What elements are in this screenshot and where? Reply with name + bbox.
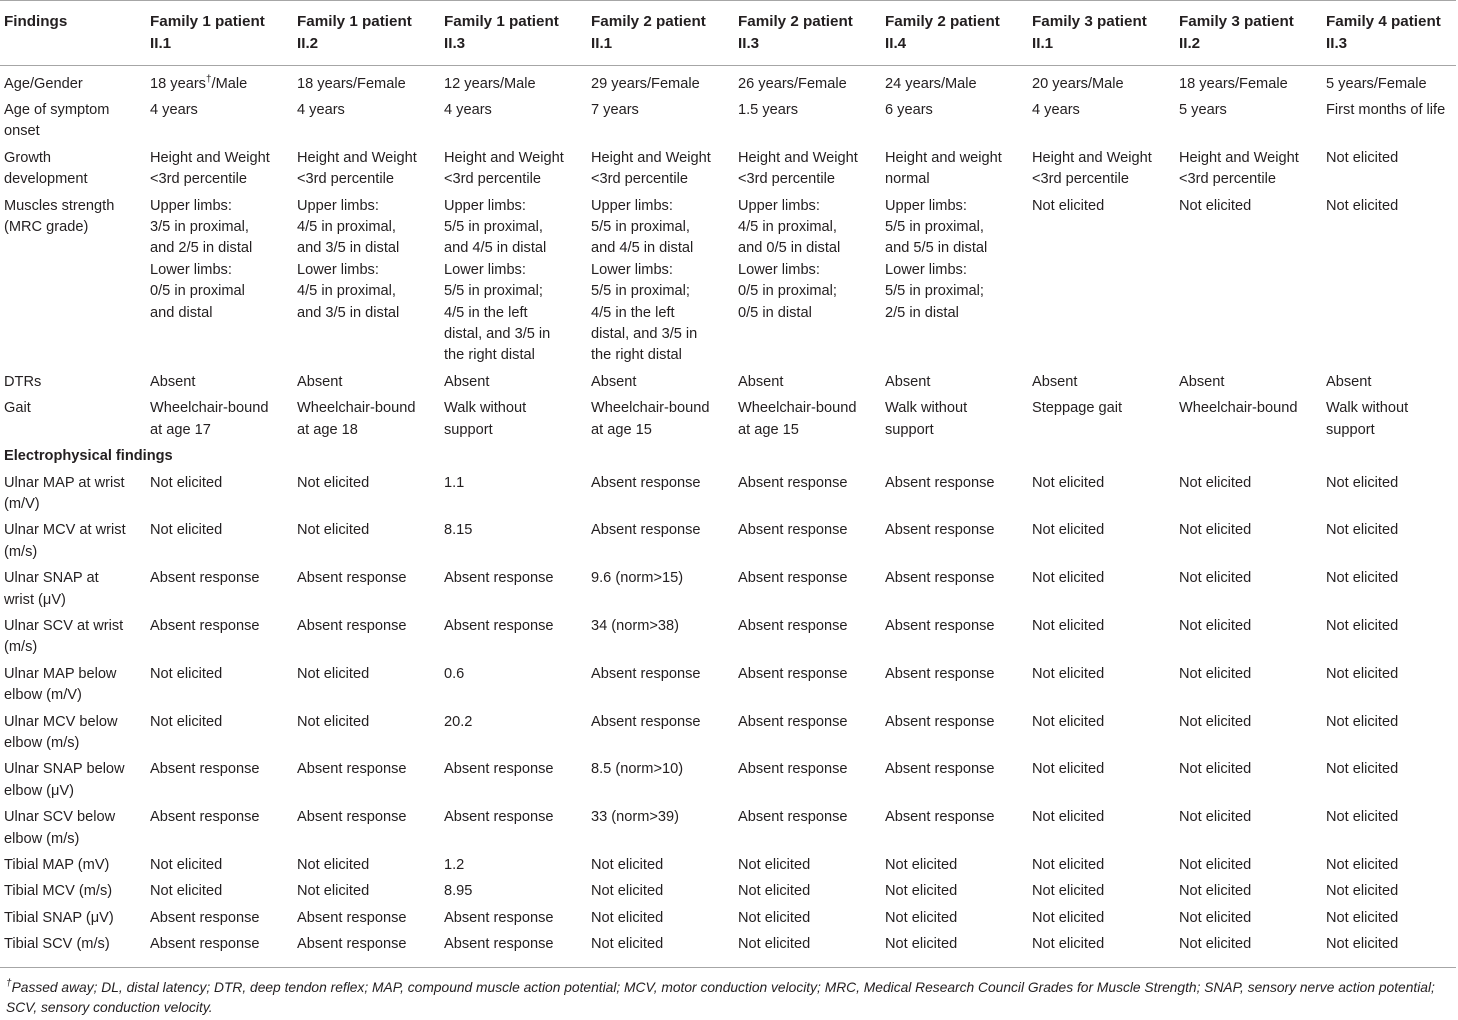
section-row xyxy=(0,446,1456,472)
table-cell: Not elicited xyxy=(1326,197,1399,214)
table-cell: Not elicited xyxy=(297,522,370,539)
header-patient: Family 2 patient II.4 xyxy=(885,13,1000,52)
table-cell: Not elicited xyxy=(1326,617,1399,634)
table-cell: 1.2 xyxy=(444,857,465,873)
table-cell: Absent response xyxy=(297,761,407,778)
table-cell: Upper limbs: 4/5 in proximal, and 3/5 in distal Lower limbs: 4/5 in proximal, and 3/5 in distal xyxy=(297,197,400,321)
table-header xyxy=(0,1,1456,66)
table-cell: Not elicited xyxy=(885,857,958,873)
table-cell: Not elicited xyxy=(1326,909,1399,926)
table-cell: Not elicited xyxy=(150,857,223,873)
table-cell: Absent response xyxy=(885,665,995,682)
table-cell: 20.2 xyxy=(444,713,473,730)
table-cell: Not elicited xyxy=(1032,936,1105,953)
row-label: Ulnar SNAP below elbow (μV) xyxy=(4,761,125,799)
table-cell: Not elicited xyxy=(1326,809,1399,826)
table-cell: Walk without support xyxy=(1326,400,1409,438)
table-cell: Not elicited xyxy=(1179,474,1252,491)
table-cell: Absent response xyxy=(444,617,554,634)
table-cell: Absent response xyxy=(150,909,260,926)
section-heading: Electrophysical findings xyxy=(4,448,173,465)
table-cell: Not elicited xyxy=(1326,713,1399,730)
table-row xyxy=(0,712,1456,760)
table-cell: Absent response xyxy=(297,809,407,826)
table-cell: Not elicited xyxy=(1326,522,1399,539)
table-cell: 7 years xyxy=(591,102,639,118)
table-footnote xyxy=(6,978,1452,1018)
table-cell: Not elicited xyxy=(150,883,223,900)
table-row xyxy=(0,807,1456,855)
table-cell: 33 (norm>39) xyxy=(591,809,680,826)
table-cell: Absent response xyxy=(738,617,848,634)
table-cell: Not elicited xyxy=(1032,522,1105,539)
age-value: 18 years xyxy=(150,75,206,92)
table-cell: Not elicited xyxy=(1032,570,1105,587)
row-label: Gait xyxy=(4,400,31,417)
table-cell: Absent response xyxy=(738,761,848,778)
table-cell: Not elicited xyxy=(591,909,664,926)
table-cell: Not elicited xyxy=(1179,761,1252,778)
table-cell: Not elicited xyxy=(591,883,664,900)
table-cell: 4 years xyxy=(150,102,198,118)
row-label: Age/Gender xyxy=(4,75,83,92)
table-cell: 4 years xyxy=(297,102,345,118)
table-cell: Absent response xyxy=(297,617,407,634)
table-cell: 8.95 xyxy=(444,883,473,900)
table-cell: Absent xyxy=(591,373,637,390)
table-cell: Not elicited xyxy=(1179,713,1252,730)
table-cell: Not elicited xyxy=(1326,570,1399,587)
row-label: Muscles strength (MRC grade) xyxy=(4,197,115,236)
table-cell: Absent response xyxy=(885,809,995,826)
table-cell: Absent response xyxy=(591,665,701,682)
table-cell: Not elicited xyxy=(1326,761,1399,778)
table-cell: Absent xyxy=(1032,373,1078,390)
row-label: Ulnar MCV below elbow (m/s) xyxy=(4,713,118,751)
table-cell: Absent xyxy=(1179,373,1225,390)
table-cell: Not elicited xyxy=(1179,909,1252,926)
table-cell: 8.15 xyxy=(444,522,473,539)
table-cell: Absent response xyxy=(738,665,848,682)
table-cell: Height and weight normal xyxy=(885,149,1002,188)
row-label: Growth development xyxy=(4,149,88,188)
table-cell: Absent response xyxy=(738,570,848,587)
table-cell: Absent xyxy=(885,373,931,390)
table-cell: Not elicited xyxy=(1179,883,1252,900)
table-cell: Height and Weight <3rd percentile xyxy=(738,149,858,188)
table-cell: 1.5 years xyxy=(738,102,799,118)
footnote-text: Passed away; DL, distal latency; DTR, deep tendon reflex; MAP, compound muscle action potential; MCV, motor conduction velocity; MRC, Medical Research Council Grades for Muscle Strength; SNAP, sensory nerve action potential; SCV, sensory conduction velocity. xyxy=(6,980,1435,1015)
header-patient: Family 1 patient II.2 xyxy=(297,13,412,52)
table-cell: Absent response xyxy=(444,570,554,587)
table-cell xyxy=(146,65,293,100)
table-row xyxy=(0,372,1456,398)
table-row xyxy=(0,934,1456,967)
table-cell: Not elicited xyxy=(1032,883,1105,900)
header-patient: Family 3 patient II.2 xyxy=(1179,13,1294,52)
table-cell: 5 years xyxy=(1179,102,1227,118)
row-label: Ulnar SNAP at wrist (μV) xyxy=(4,570,99,608)
table-cell: Absent response xyxy=(444,909,554,926)
header-patient: Family 1 patient II.1 xyxy=(150,13,265,52)
gender-value: /Male xyxy=(211,75,248,92)
table-row xyxy=(0,908,1456,934)
table-cell: Not elicited xyxy=(1326,936,1399,953)
table-cell: Not elicited xyxy=(885,936,958,953)
table-cell: Not elicited xyxy=(1032,909,1105,926)
table-cell: Not elicited xyxy=(738,883,811,900)
table-cell: Absent response xyxy=(885,474,995,491)
header-findings: Findings xyxy=(4,13,68,30)
table-cell: Not elicited xyxy=(1326,665,1399,682)
table-cell: Not elicited xyxy=(1179,936,1252,953)
table-cell: Absent response xyxy=(591,522,701,539)
table-cell: Wheelchair-bound xyxy=(1179,400,1298,417)
table-cell: Not elicited xyxy=(297,665,370,682)
table-cell: Not elicited xyxy=(1032,761,1105,778)
dagger-mark: † xyxy=(6,978,12,989)
row-label: Ulnar MAP at wrist (m/V) xyxy=(4,474,125,512)
table-cell: Absent response xyxy=(297,909,407,926)
table-cell: Not elicited xyxy=(1032,713,1105,730)
table-cell: Steppage gait xyxy=(1032,400,1123,417)
table-cell: Not elicited xyxy=(150,522,223,539)
table-cell: Not elicited xyxy=(1032,665,1105,682)
table-row xyxy=(0,148,1456,196)
table-cell: Upper limbs: 5/5 in proximal, and 4/5 in distal Lower limbs: 5/5 in proximal; 4/5 in the left distal, and 3/5 in the right distal xyxy=(591,197,698,364)
table-cell: Not elicited xyxy=(150,665,223,682)
header-row xyxy=(0,1,1456,66)
table-row xyxy=(0,616,1456,664)
table-row xyxy=(0,473,1456,521)
table-body xyxy=(0,65,1456,967)
table-cell: 29 years/Female xyxy=(591,75,700,92)
table-cell: 18 years/Female xyxy=(297,75,406,92)
table-cell: Absent response xyxy=(150,761,260,778)
table-cell: 9.6 (norm>15) xyxy=(591,570,684,587)
table-cell: Walk without support xyxy=(885,400,968,438)
table-cell: 1.1 xyxy=(444,474,465,491)
table-cell: First months of life xyxy=(1326,102,1446,118)
table-cell: Not elicited xyxy=(150,713,223,730)
table-cell: Not elicited xyxy=(1032,197,1105,214)
table-cell: Wheelchair-bound at age 17 xyxy=(150,400,269,438)
table-cell: Absent response xyxy=(885,522,995,539)
table-cell: Absent response xyxy=(297,570,407,587)
row-label: Age of symptom onset xyxy=(4,102,110,140)
table-cell: Not elicited xyxy=(297,474,370,491)
table-cell: Not elicited xyxy=(1179,857,1252,873)
table-cell: Not elicited xyxy=(1032,474,1105,491)
table-cell: Height and Weight <3rd percentile xyxy=(297,149,417,188)
table-cell: Not elicited xyxy=(1179,809,1252,826)
table-cell: Not elicited xyxy=(1179,522,1252,539)
table-row xyxy=(0,196,1456,372)
table-cell: 34 (norm>38) xyxy=(591,617,680,634)
row-label: Ulnar MCV at wrist (m/s) xyxy=(4,522,126,560)
table-row xyxy=(0,568,1456,616)
table-cell: Absent response xyxy=(444,761,554,778)
table-cell: Not elicited xyxy=(297,883,370,900)
table-cell: Absent response xyxy=(150,570,260,587)
table-cell: Not elicited xyxy=(1179,197,1252,214)
table-cell: Absent response xyxy=(444,809,554,826)
table-cell: Upper limbs: 4/5 in proximal, and 0/5 in distal Lower limbs: 0/5 in proximal; 0/5 in distal xyxy=(738,197,841,321)
table-cell: Not elicited xyxy=(1326,474,1399,491)
table-cell: Walk without support xyxy=(444,400,527,438)
table-cell: Not elicited xyxy=(297,713,370,730)
table-cell: Not elicited xyxy=(738,857,811,873)
table-cell: 8.5 (norm>10) xyxy=(591,761,684,778)
table-cell: Not elicited xyxy=(591,857,664,873)
row-label: DTRs xyxy=(4,373,42,390)
table-cell: Height and Weight <3rd percentile xyxy=(150,149,270,188)
table-cell: Absent response xyxy=(885,617,995,634)
table-cell: Not elicited xyxy=(1326,883,1399,900)
table-cell: Upper limbs: 5/5 in proximal, and 4/5 in distal Lower limbs: 5/5 in proximal; 4/5 in the left distal, and 3/5 in the right distal xyxy=(444,197,551,364)
table-cell: Not elicited xyxy=(297,857,370,873)
table-cell: Absent response xyxy=(591,713,701,730)
table-cell: Absent response xyxy=(885,761,995,778)
table-cell: 6 years xyxy=(885,102,933,118)
table-cell: Absent response xyxy=(150,617,260,634)
table-cell: Not elicited xyxy=(1326,149,1399,166)
table-cell: Not elicited xyxy=(1032,857,1105,873)
table-cell: 20 years/Male xyxy=(1032,75,1124,92)
table-cell: Not elicited xyxy=(150,474,223,491)
table-cell: Absent response xyxy=(885,570,995,587)
table-cell: Not elicited xyxy=(1179,570,1252,587)
table-row xyxy=(0,855,1456,881)
dagger-mark: † xyxy=(205,73,212,85)
row-label: Ulnar MAP below elbow (m/V) xyxy=(4,665,117,704)
table-cell: Not elicited xyxy=(738,909,811,926)
row-label: Tibial MCV (m/s) xyxy=(4,883,113,900)
table-row xyxy=(0,100,1456,148)
table-cell: Absent xyxy=(297,373,343,390)
table-cell: 26 years/Female xyxy=(738,75,847,92)
table-cell: Absent response xyxy=(885,713,995,730)
row-label: Tibial SCV (m/s) xyxy=(4,936,110,953)
header-patient: Family 2 patient II.1 xyxy=(591,13,706,52)
table-cell: Not elicited xyxy=(1032,809,1105,826)
table-cell: Height and Weight <3rd percentile xyxy=(591,149,711,188)
table-cell: Absent xyxy=(738,373,784,390)
table-cell: Absent response xyxy=(738,809,848,826)
table-cell: Not elicited xyxy=(738,936,811,953)
table-cell: 5 years/Female xyxy=(1326,75,1427,92)
row-label: Tibial MAP (mV) xyxy=(4,857,110,873)
table-row xyxy=(0,398,1456,446)
table-cell: 4 years xyxy=(1032,102,1080,118)
table-cell: 0.6 xyxy=(444,665,465,682)
table-cell: Height and Weight <3rd percentile xyxy=(444,149,564,188)
table-cell: 4 years xyxy=(444,102,492,118)
table-cell: Absent response xyxy=(738,713,848,730)
table-cell: Absent response xyxy=(738,474,848,491)
table-cell: Not elicited xyxy=(1032,617,1105,634)
table-cell: Height and Weight <3rd percentile xyxy=(1032,149,1152,188)
table-cell: Not elicited xyxy=(1179,665,1252,682)
table-cell: Wheelchair-bound at age 15 xyxy=(738,400,857,438)
table-cell: Absent response xyxy=(591,474,701,491)
table-cell: Absent response xyxy=(297,936,407,953)
row-label: Ulnar SCV below elbow (m/s) xyxy=(4,809,116,847)
table-cell: Upper limbs: 3/5 in proximal, and 2/5 in distal Lower limbs: 0/5 in proximal and distal xyxy=(150,197,253,321)
header-patient: Family 2 patient II.3 xyxy=(738,13,853,52)
table-row xyxy=(0,520,1456,568)
table-cell: Absent xyxy=(1326,373,1372,390)
table-cell: 12 years/Male xyxy=(444,75,536,92)
table-cell: Absent response xyxy=(150,936,260,953)
table-cell: Upper limbs: 5/5 in proximal, and 5/5 in distal Lower limbs: 5/5 in proximal; 2/5 in distal xyxy=(885,197,988,321)
row-label: Ulnar SCV at wrist (m/s) xyxy=(4,617,124,656)
header-patient: Family 4 patient II.3 xyxy=(1326,13,1441,52)
table-cell: 18 years/Female xyxy=(1179,75,1288,92)
table-row xyxy=(0,664,1456,712)
table-cell: Not elicited xyxy=(1326,857,1399,873)
table-row xyxy=(0,759,1456,807)
table-cell: Absent response xyxy=(150,809,260,826)
table-cell: Absent response xyxy=(738,522,848,539)
table-cell: Height and Weight <3rd percentile xyxy=(1179,149,1299,188)
table-cell: Wheelchair-bound at age 15 xyxy=(591,400,710,438)
table-cell: Absent xyxy=(444,373,490,390)
table-cell: Not elicited xyxy=(1179,617,1252,634)
table-row-age-gender xyxy=(0,65,1456,100)
table-cell: 24 years/Male xyxy=(885,75,977,92)
table-cell: Not elicited xyxy=(885,883,958,900)
table-row xyxy=(0,881,1456,907)
table-cell: Absent xyxy=(150,373,196,390)
header-patient: Family 1 patient II.3 xyxy=(444,13,559,52)
table-cell: Not elicited xyxy=(591,936,664,953)
header-patient: Family 3 patient II.1 xyxy=(1032,13,1147,52)
row-label: Tibial SNAP (μV) xyxy=(4,909,114,926)
table-cell: Absent response xyxy=(444,936,554,953)
table-cell: Wheelchair-bound at age 18 xyxy=(297,400,416,438)
table-cell: Not elicited xyxy=(885,909,958,926)
